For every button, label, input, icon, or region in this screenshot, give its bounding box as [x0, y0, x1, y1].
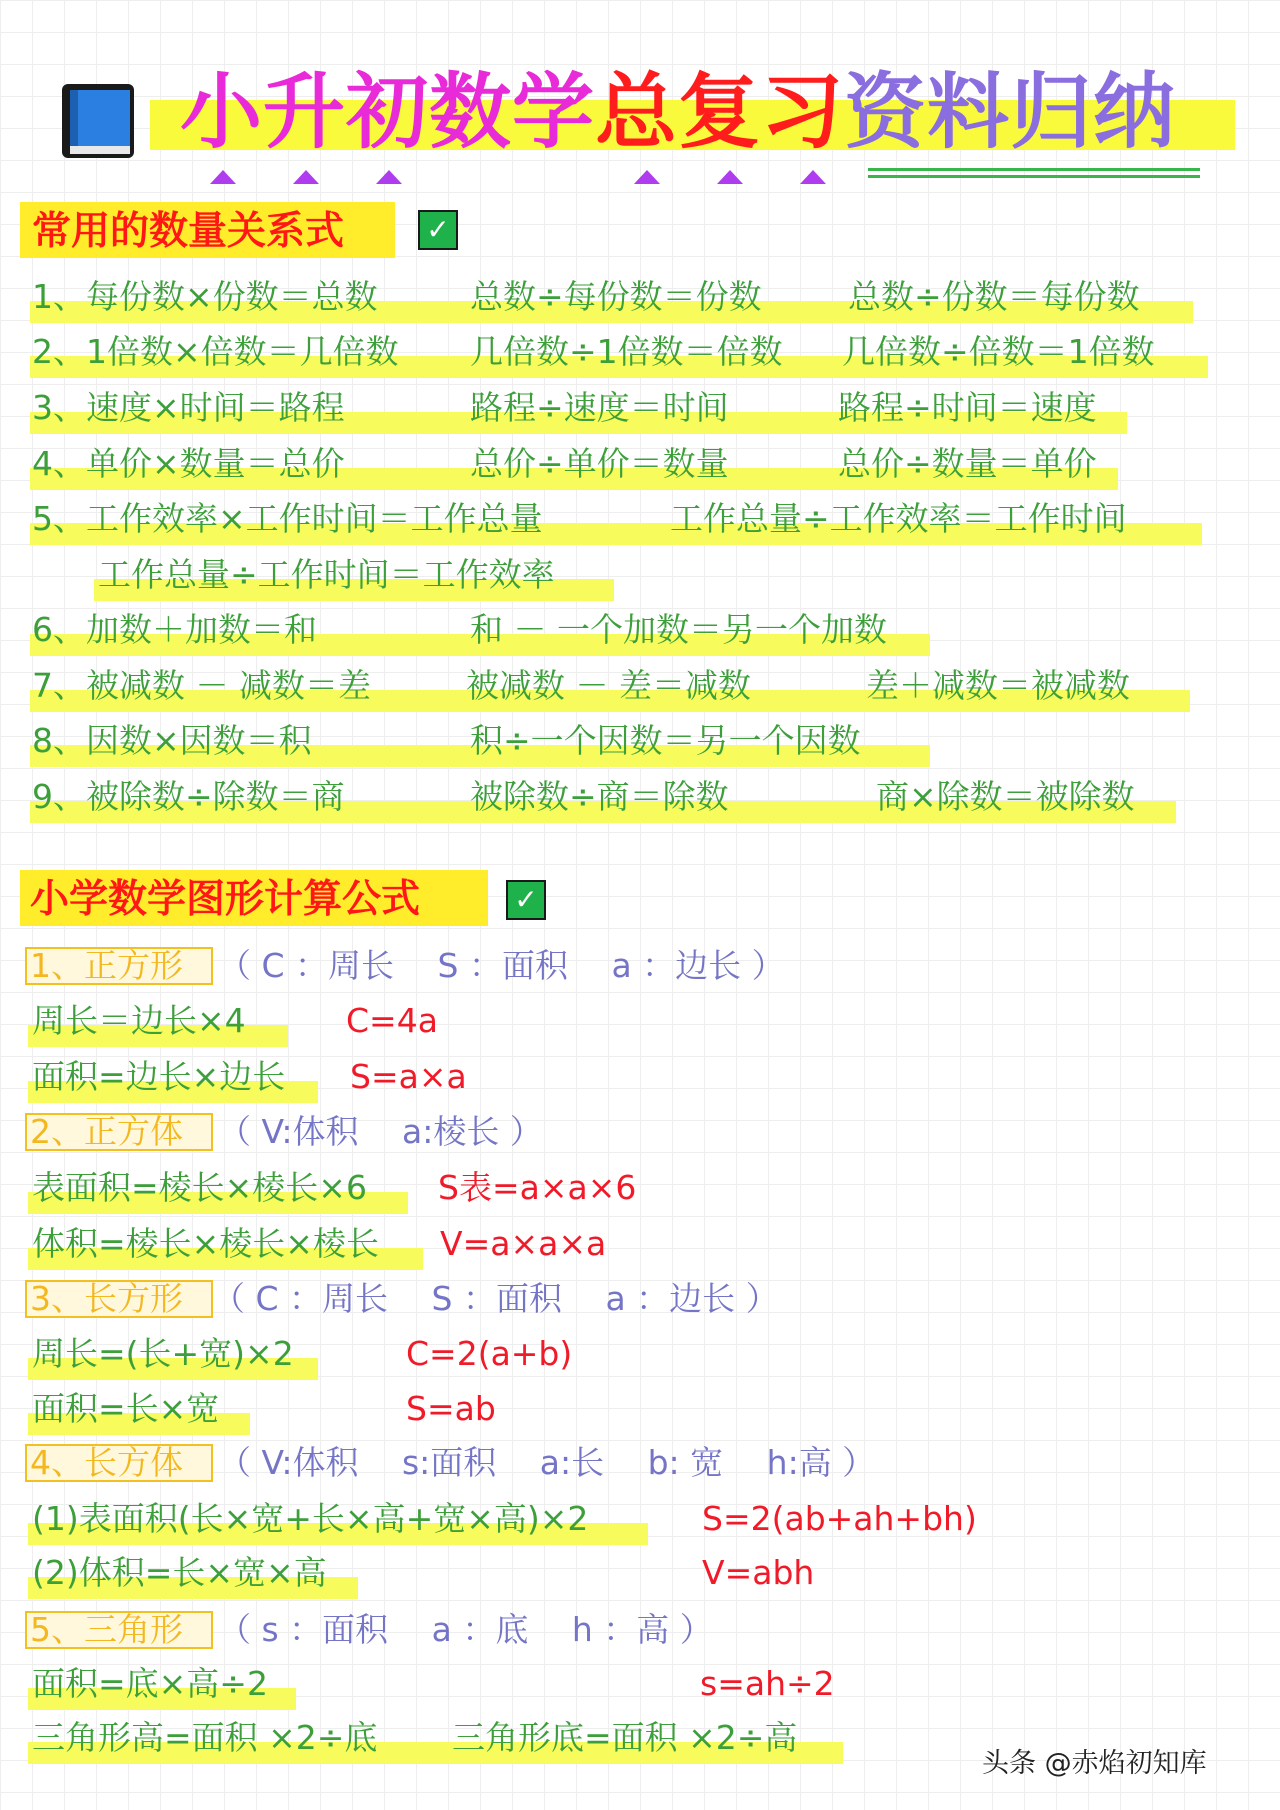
formula-cuboid-volume: (2)体积=长×宽×高	[32, 1553, 327, 1592]
title-part-2: 总复习	[595, 65, 845, 160]
relation-2b: 几倍数÷1倍数＝倍数	[470, 332, 783, 371]
relation-4a: 4、单价×数量＝总价	[32, 444, 345, 483]
relation-4c: 总价÷数量＝单价	[838, 444, 1097, 483]
relation-1c: 总数÷份数＝每份数	[848, 277, 1140, 316]
check-icon: ✓	[418, 210, 458, 250]
formula-triangle-base: 三角形底=面积 ×2÷高	[452, 1718, 798, 1757]
relation-9c: 商×除数＝被除数	[876, 777, 1135, 816]
formula-cuboid-surface-expr: S=2(ab+ah+bh)	[702, 1499, 977, 1538]
relation-1b: 总数÷每份数＝份数	[470, 277, 762, 316]
relation-2a: 2、1倍数×倍数＝几倍数	[32, 332, 399, 371]
relation-7a: 7、被减数 － 减数＝差	[32, 666, 371, 705]
formula-cube-surface: 表面积=棱长×棱长×6	[32, 1168, 367, 1207]
title-underline	[868, 168, 1200, 171]
formula-triangle-area: 面积=底×高÷2	[32, 1664, 268, 1703]
formula-rect-perimeter: 周长=(长+宽)×2	[32, 1334, 294, 1373]
formula-square-area: 面积=边长×边长	[32, 1057, 286, 1096]
relation-6a: 6、加数＋加数＝和	[32, 610, 317, 649]
formula-cube-volume: 体积=棱长×棱长×棱长	[32, 1224, 379, 1263]
relation-7b: 被减数 － 差＝减数	[466, 666, 751, 705]
shape-label-triangle: 5、三角形	[30, 1610, 183, 1649]
title-part-3: 资料归纳	[844, 65, 1177, 160]
shape-note-cuboid: （ V:体积 s:面积 a:长 b: 宽 h:高 ）	[218, 1443, 876, 1482]
formula-square-perimeter-expr: C=4a	[346, 1001, 438, 1040]
relation-3b: 路程÷速度＝时间	[470, 388, 729, 427]
triangle-marker	[800, 170, 826, 184]
triangle-marker	[634, 170, 660, 184]
relation-7c: 差＋减数＝被减数	[866, 666, 1130, 705]
title-part-1: 小升初数学	[180, 65, 596, 160]
section-heading-relations: 常用的数量关系式	[32, 209, 345, 254]
relation-5b: 工作总量÷工作效率＝工作时间	[670, 499, 1127, 538]
page-title	[180, 65, 1177, 160]
shape-label-cuboid: 4、长方体	[30, 1443, 183, 1482]
formula-triangle-height: 三角形高=面积 ×2÷底	[32, 1718, 378, 1757]
formula-rect-area-expr: S=ab	[406, 1389, 496, 1428]
triangle-marker	[210, 170, 236, 184]
relation-8a: 8、因数×因数＝积	[32, 721, 312, 760]
relation-9a: 9、被除数÷除数＝商	[32, 777, 345, 816]
formula-cuboid-surface: (1)表面积(长×宽+长×高+宽×高)×2	[32, 1499, 589, 1538]
book-icon	[58, 80, 140, 162]
formula-square-perimeter: 周长＝边长×4	[32, 1001, 246, 1040]
triangle-marker	[376, 170, 402, 184]
formula-rect-perimeter-expr: C=2(a+b)	[406, 1334, 573, 1373]
shape-label-rectangle: 3、长方形	[30, 1279, 183, 1318]
check-icon: ✓	[506, 880, 546, 920]
formula-rect-area: 面积=长×宽	[32, 1389, 220, 1428]
shape-note-rectangle: （ C ：周长 S ：面积 a ：边长 ）	[212, 1279, 779, 1318]
title-underline	[868, 175, 1200, 178]
formula-cube-volume-expr: V=a×a×a	[440, 1224, 607, 1263]
relation-4b: 总价÷单价＝数量	[470, 444, 729, 483]
shape-note-square: （ C ：周长 S ：面积 a ：边长 ）	[218, 946, 785, 985]
formula-cube-surface-expr: S表=a×a×6	[438, 1168, 637, 1207]
relation-3c: 路程÷时间＝速度	[838, 388, 1097, 427]
relation-1a: 1、每份数×份数＝总数	[32, 277, 378, 316]
shape-note-triangle: （ s ：面积 a ：底 h ：高 ）	[218, 1610, 713, 1649]
section-heading-geometry: 小学数学图形计算公式	[30, 877, 421, 922]
relation-6b: 和 － 一个加数＝另一个加数	[470, 610, 887, 649]
formula-square-area-expr: S=a×a	[350, 1057, 467, 1096]
relation-8b: 积÷一个因数＝另一个因数	[470, 721, 861, 760]
relation-2c: 几倍数÷倍数＝1倍数	[842, 332, 1155, 371]
shape-note-cube: （ V:体积 a:棱长 ）	[218, 1112, 543, 1151]
formula-triangle-area-expr: s=ah÷2	[700, 1664, 835, 1703]
relation-3a: 3、速度×时间＝路程	[32, 388, 345, 427]
triangle-marker	[717, 170, 743, 184]
relation-5a: 5、工作效率×工作时间＝工作总量	[32, 499, 543, 538]
relation-9b: 被除数÷商＝除数	[470, 777, 729, 816]
shape-label-cube: 2、正方体	[30, 1112, 183, 1151]
relation-5c: 工作总量÷工作时间＝工作效率	[98, 555, 555, 594]
formula-cuboid-volume-expr: V=abh	[702, 1553, 815, 1592]
triangle-marker	[293, 170, 319, 184]
watermark: 头条 @赤焰初知库	[982, 1748, 1207, 1779]
shape-label-square: 1、正方形	[30, 946, 183, 985]
